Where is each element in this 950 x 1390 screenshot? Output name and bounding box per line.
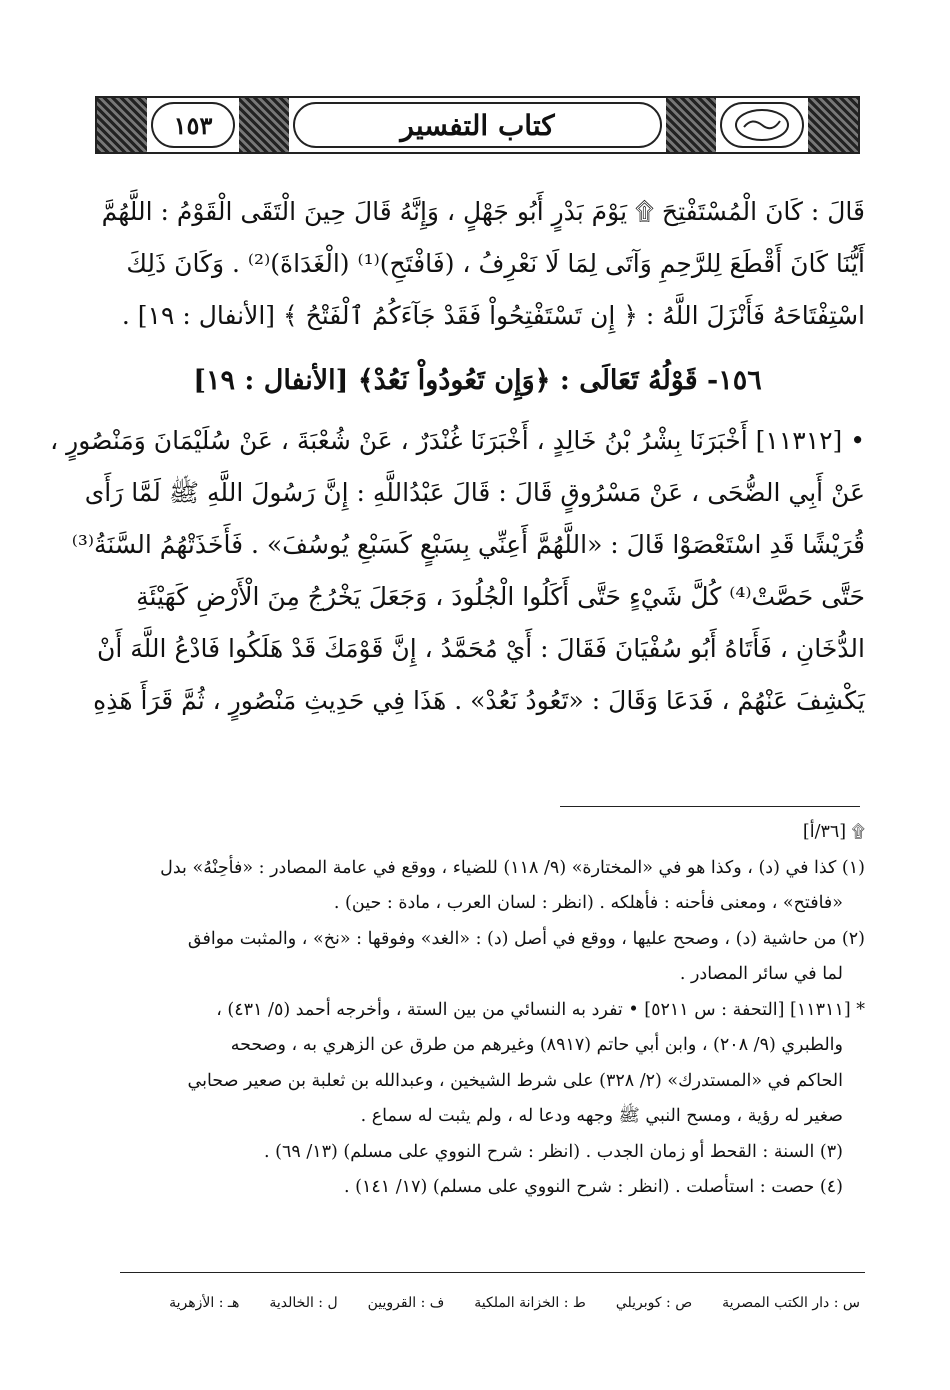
text-line: حَتَّى حَصَّتْ⁽⁴⁾ كُلَّ شَيْءٍ حَتَّى أَكَلُوا الْجُلُودَ ، وَجَعَلَ يَخْرُجُ مِنَ الْأَرْضِ كَهَيْئَةِ bbox=[136, 582, 865, 611]
text-line: قَالَ : كَانَ الْمُسْتَفْتِحَ ۩ يَوْمَ بَدْرٍ أَبُو جَهْلٍ ، وَإِنَّهُ قَالَ حِينَ الْتَقَى الْقَوْمُ : اللَّهُمَّ bbox=[101, 197, 865, 226]
siglum: س : دار الكتب المصرية bbox=[722, 1295, 860, 1311]
hadith-paragraph bbox=[50, 415, 865, 727]
section-heading: ١٥٦- قَوْلُهُ تَعَالَى : ﴿وَإِن تَعُودُواْ نَعُدْ﴾ [الأنفال : ١٩] bbox=[193, 365, 762, 396]
footnote-line: صغير له رؤية ، ومسح النبي ﷺ وجهه ودعا له ، ولم يثبت له سماع . bbox=[360, 1106, 843, 1126]
text-line: قُرَيْشًا قَدِ اسْتَعْصَوْا قَالَ : «اللَّهُمَّ أَعِنِّي بِسَبْعٍ كَسَبْعِ يُوسُفَ» . فَأَخَذَتْهُمُ السَّنَةُ⁽³⁾ bbox=[71, 530, 865, 559]
intro-paragraph bbox=[95, 186, 865, 342]
siglum: ط : الخزانة الملكية bbox=[474, 1295, 586, 1311]
text-line: الدُّخَانِ ، فَأَتَاهُ أَبُو سُفْيَانَ فَقَالَ : أَيْ مُحَمَّدُ ، إِنَّ قَوْمَكَ قَدْ هَلَكُوا فَادْعُ اللَّهَ أَنْ bbox=[97, 634, 865, 663]
footnotes bbox=[95, 815, 865, 1206]
footnote-line: لما في سائر المصادر . bbox=[679, 964, 843, 984]
footnote-separator bbox=[560, 806, 860, 807]
text-line: • [١١٣١٢] أَخْبَرَنَا بِشْرُ بْنُ خَالِدٍ ، أَخْبَرَنَا غُنْدَرٌ ، عَنْ شُعْبَةَ ، عَنْ سُلَيْمَانَ وَمَنْصُورٍ ، bbox=[50, 426, 865, 455]
ornament bbox=[239, 98, 289, 152]
page-header bbox=[95, 96, 860, 154]
text-line: أَيُّنَا كَانَ أَقْطَعَ لِلرَّحِمِ وَآتَى لِمَا لَا نَعْرِفُ ، (فَافْتَحِ)⁽¹⁾ (الْغَدَاةَ)⁽²⁾ . وَكَانَ ذَلِكَ bbox=[126, 249, 865, 278]
footnote-line: (١) كذا في (د) ، وكذا هو في «المختارة» (٩/ ١١٨) للضياء ، ووقع في عامة المصادر : «فأحِنْهُ» بدل bbox=[160, 857, 865, 878]
book-title: كتاب التفسير bbox=[293, 102, 662, 148]
footnote-line: (٤) حصت : استأصلت . (انظر : شرح النووي على مسلم) (١٧/ ١٤١) . bbox=[344, 1177, 843, 1197]
footnote-line: ۩ [٣٦/أ] bbox=[802, 822, 865, 842]
manuscript-sigla bbox=[130, 1295, 860, 1311]
text-line: اسْتِفْتَاحَهُ فَأَنْزَلَ اللَّهُ : ﴿ إِن تَسْتَفْتِحُواْ فَقَدْ جَآءَكُمُ ٱلْفَتْحُ ﴾ [الأنفال : ١٩] . bbox=[121, 301, 865, 330]
text-line: عَنْ أَبِي الضُّحَى ، عَنْ مَسْرُوقٍ قَالَ : قَالَ عَبْدُاللَّهِ : إِنَّ رَسُولَ اللَّهِ ﷺ لَمَّا رَأَى bbox=[84, 478, 865, 507]
footnote-line: * [١١٣١١] [التحفة : س ٥٢١١] • تفرد به النسائي من بين الستة ، وأخرجه أحمد (٥/ ٤٣١) ، bbox=[216, 999, 865, 1020]
siglum: ف : القرويين bbox=[367, 1295, 445, 1311]
page-number: ١٥٣ bbox=[151, 102, 235, 148]
footnote-line: والطبري (٩/ ٢٠٨) ، وابن أبي حاتم (٨٩١٧) وغيرهم من طرق عن الزهري به ، وصححه bbox=[230, 1035, 843, 1055]
emblem-icon bbox=[720, 102, 804, 148]
footer-rule bbox=[120, 1272, 865, 1273]
siglum: هـ : الأزهرية bbox=[169, 1295, 240, 1311]
footnote-line: «فافتح» ، ومعنى فأحنه : فأهلكه . (انظر : لسان العرب ، مادة : حين) . bbox=[333, 893, 843, 913]
footnote-line: (٣) السنة : القحط أو زمان الجدب . (انظر : شرح النووي على مسلم) (١٣/ ٦٩) . bbox=[264, 1141, 843, 1162]
ornament bbox=[666, 98, 716, 152]
ornament bbox=[97, 98, 147, 152]
text-line: يَكْشِفَ عَنْهُمْ ، فَدَعَا وَقَالَ : «تَعُودُ نَعُدْ» . هَذَا فِي حَدِيثِ مَنْصُورٍ ، ثُمَّ قَرَأَ هَذِهِ bbox=[93, 686, 865, 715]
siglum: ص : كوبريلي bbox=[615, 1295, 693, 1311]
footnote-line: (٢) من حاشية (د) ، وصحح عليها ، ووقع في أصل (د) : «الغد» وفوقها : «نخ» ، والمثبت موافق bbox=[187, 928, 865, 949]
siglum: ل : الخالدية bbox=[269, 1295, 338, 1311]
footnote-line: الحاكم في «المستدرك» (٢/ ٣٢٨) على شرط الشيخين ، وعبدالله بن ثعلبة بن صعير صحابي bbox=[187, 1070, 843, 1091]
ornament bbox=[808, 98, 858, 152]
